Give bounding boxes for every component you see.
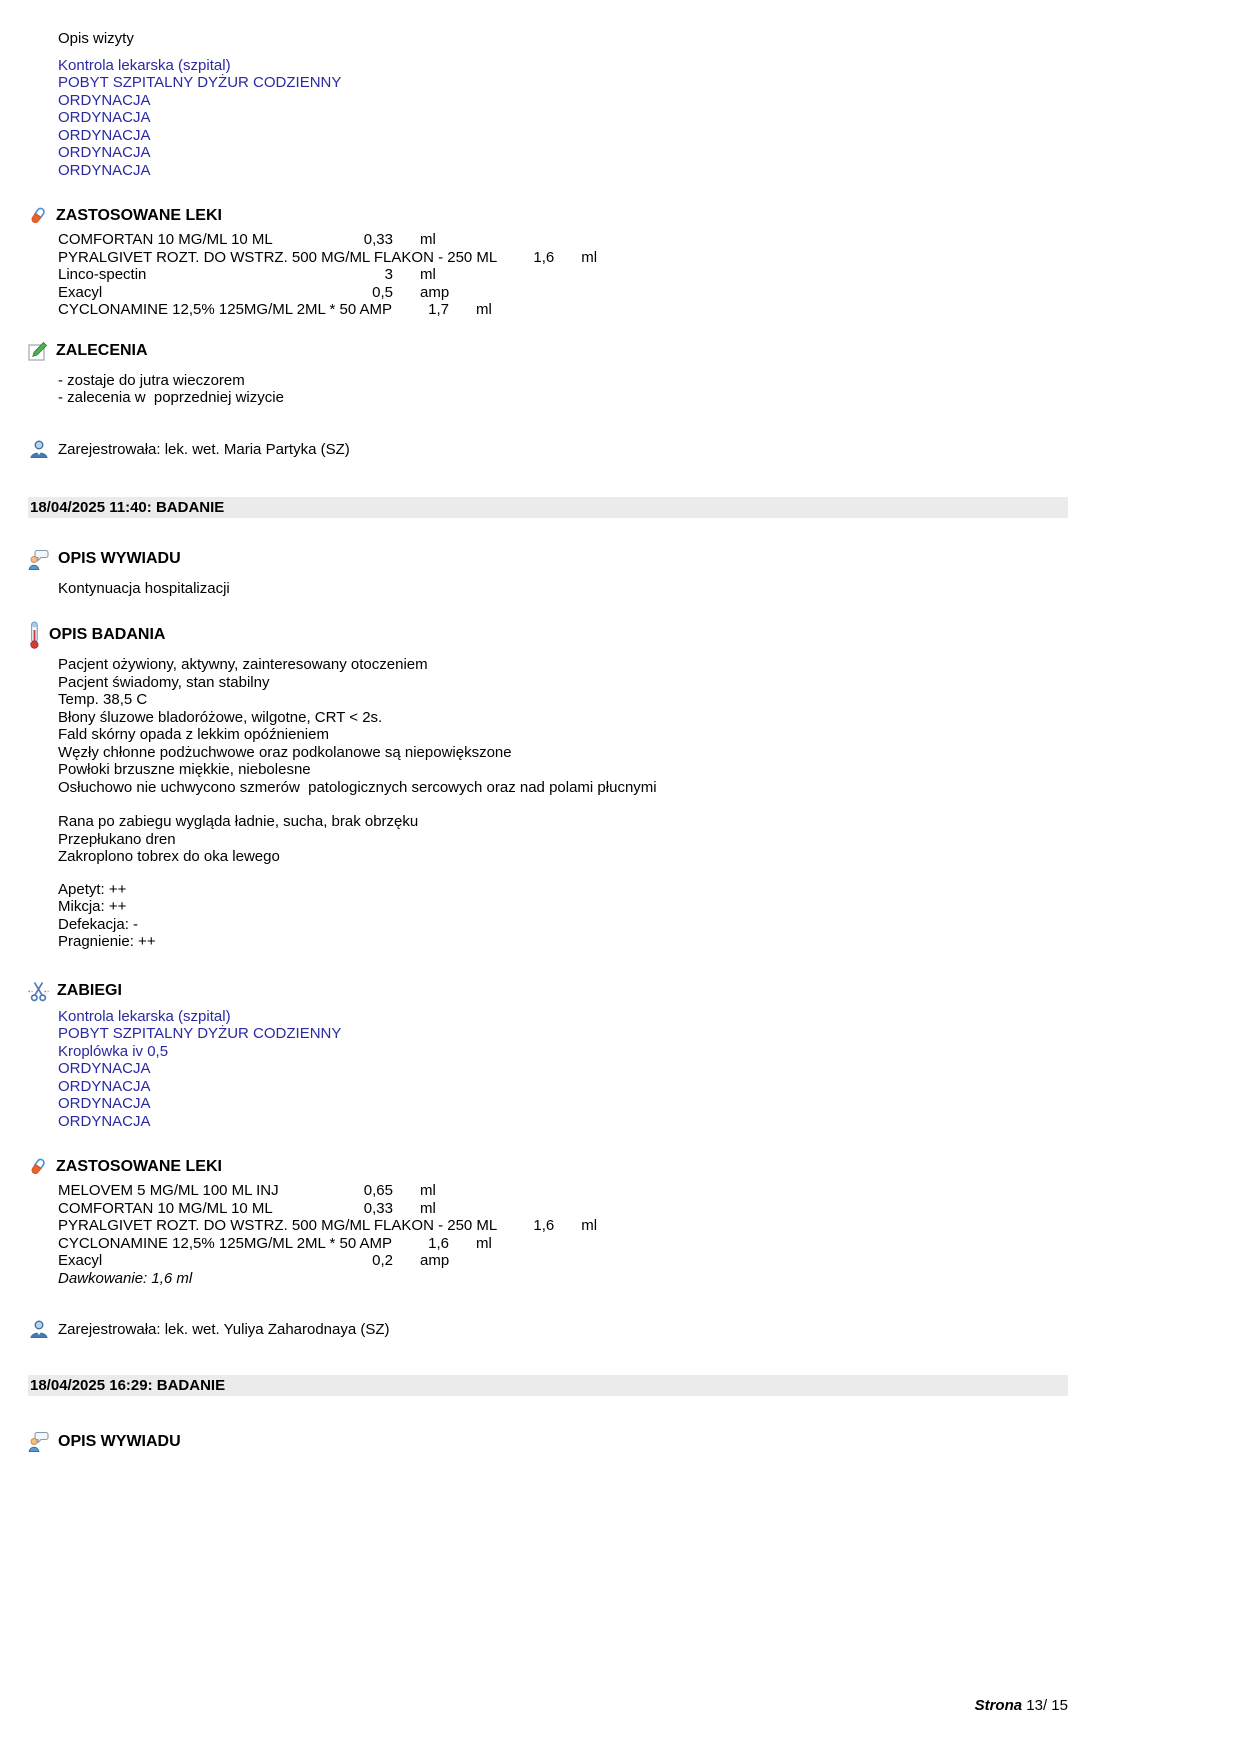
procedure-link[interactable]: ORDYNACJA — [58, 109, 151, 126]
drug-qty: 1,6 — [533, 1217, 555, 1234]
zastosowane-leki-section-2 — [28, 1156, 1068, 1177]
zalecenia-line: - zostaje do jutra wieczorem — [58, 371, 245, 389]
drug-row — [58, 1217, 1068, 1235]
section-label: OPIS WYWIADU — [58, 550, 181, 568]
procedure-link[interactable]: ORDYNACJA — [58, 1112, 151, 1130]
opis-wywiadu-section-2 — [28, 1430, 1068, 1453]
drug-table-2 — [28, 1182, 1068, 1270]
zalecenia-section — [28, 341, 1068, 361]
drug-qty: 0,33 — [363, 1199, 393, 1217]
badanie-paragraph-3 — [28, 881, 1068, 951]
drug-unit: ml — [581, 248, 598, 266]
drug-name: COMFORTAN 10 MG/ML 10 ML — [58, 231, 273, 248]
badanie-line: Powłoki brzuszne miękkie, niebolesne — [58, 761, 311, 778]
drug-row — [58, 284, 1068, 302]
badanie-line: Pragnienie: ++ — [58, 933, 156, 950]
drug-qty: 0,33 — [363, 231, 393, 248]
registered-by-row-1 — [28, 439, 1068, 461]
badanie-line: Pacjent ożywiony, aktywny, zainteresowany otoczeniem — [58, 656, 428, 673]
drug-name: MELOVEM 5 MG/ML 100 ML INJ — [58, 1182, 279, 1199]
procedure-link[interactable]: POBYT SZPITALNY DYŻUR CODZIENNY — [58, 74, 342, 91]
drug-row — [58, 1182, 1068, 1200]
drug-qty: 0,5 — [372, 283, 393, 301]
note-pencil-icon — [28, 341, 48, 361]
drug-unit: ml — [420, 1182, 436, 1199]
drug-row — [58, 301, 1068, 319]
drug-row — [58, 231, 1068, 249]
zalecenia-list — [28, 372, 1068, 407]
procedure-link[interactable]: ORDYNACJA — [58, 126, 151, 144]
drug-name: COMFORTAN 10 MG/ML 10 ML — [58, 1199, 273, 1217]
footer-page-number: 13/ 15 — [1026, 1697, 1068, 1714]
drug-table-1 — [28, 231, 1068, 319]
entry-datebar-1629: 18/04/2025 16:29: BADANIE — [28, 1375, 1068, 1396]
opis-badania-section — [28, 621, 1068, 649]
drug-unit: amp — [420, 1252, 450, 1269]
registered-by-row-2 — [28, 1319, 1068, 1341]
badanie-line: Fald skórny opada z lekkim opóźnieniem — [58, 726, 329, 743]
drug-unit: ml — [476, 1234, 492, 1252]
scissors-icon — [28, 981, 49, 1002]
procedure-link[interactable]: ORDYNACJA — [58, 1060, 151, 1077]
procedure-link[interactable]: ORDYNACJA — [58, 91, 151, 109]
section-label: ZABIEGI — [57, 982, 122, 1000]
zabiegi-links — [28, 1008, 1068, 1131]
drug-qty: 0,65 — [363, 1182, 393, 1199]
footer-label: Strona — [974, 1697, 1023, 1714]
drug-name: PYRALGIVET ROZT. DO WSTRZ. 500 MG/ML FLAKON - 250 ML — [58, 1217, 498, 1234]
page-footer — [28, 1697, 1068, 1715]
procedure-link[interactable]: ORDYNACJA — [58, 1095, 151, 1112]
procedure-link[interactable]: Kontrola lekarska (szpital) — [58, 56, 231, 74]
badanie-paragraph-2 — [28, 813, 1068, 866]
drug-unit: ml — [581, 1217, 598, 1234]
badanie-line: Rana po zabiegu wygląda ładnie, sucha, brak obrzęku — [58, 813, 419, 830]
procedure-link[interactable]: ORDYNACJA — [58, 1077, 151, 1095]
badanie-line: Defekacja: - — [58, 915, 139, 933]
wywiad-text: Kontynuacja hospitalizacji — [58, 579, 230, 597]
doctor-icon — [28, 439, 50, 461]
drug-qty: 3 — [384, 266, 393, 283]
badanie-line: Pacjent świadomy, stan stabilny — [58, 673, 270, 691]
drug-unit: ml — [476, 301, 492, 318]
procedure-link[interactable]: ORDYNACJA — [58, 144, 151, 161]
badanie-line: Przepłukano dren — [58, 830, 176, 848]
badanie-line: Zakroplono tobrex do oka lewego — [58, 848, 280, 865]
procedure-link[interactable]: Kroplówka iv 0,5 — [58, 1042, 169, 1060]
zabiegi-section — [28, 981, 1068, 1002]
visit1-procedure-links — [28, 57, 1068, 180]
drug-unit: ml — [420, 1199, 436, 1217]
zalecenia-line: - zalecenia w poprzedniej wizycie — [58, 389, 284, 406]
entry-datebar-1140: 18/04/2025 11:40: BADANIE — [28, 497, 1068, 518]
page-title: Opis wizyty — [58, 30, 134, 47]
drug-name: Exacyl — [58, 283, 103, 301]
procedure-link[interactable]: POBYT SZPITALNY DYŻUR CODZIENNY — [58, 1025, 342, 1042]
drug-unit: amp — [420, 283, 450, 301]
drug-qty: 1,6 — [428, 1234, 450, 1252]
drug-row — [58, 249, 1068, 267]
section-label: ZASTOSOWANE LEKI — [56, 206, 222, 224]
badanie-paragraph-1 — [28, 656, 1068, 796]
drug-name: CYCLONAMINE 12,5% 125MG/ML 2ML * 50 AMP — [58, 1234, 393, 1252]
procedure-link[interactable]: ORDYNACJA — [58, 161, 151, 179]
drug-unit: ml — [420, 266, 436, 283]
drug-name: Exacyl — [58, 1252, 103, 1269]
badanie-line: Apetyt: ++ — [58, 880, 127, 898]
drug-row — [58, 1200, 1068, 1218]
drug-qty: 1,7 — [428, 301, 450, 318]
drug-row — [58, 1235, 1068, 1253]
person-speech-icon — [28, 548, 50, 571]
drug-row — [58, 266, 1068, 284]
drug-unit: ml — [420, 231, 436, 248]
pill-icon — [28, 1156, 48, 1177]
procedure-link[interactable]: Kontrola lekarska (szpital) — [58, 1007, 231, 1025]
zastosowane-leki-section-1 — [28, 205, 1068, 226]
thermometer-icon — [28, 621, 41, 649]
badanie-line: Osłuchowo nie uchwycono szmerów patologicznych sercowych oraz nad polami płucnymi — [58, 778, 657, 796]
badanie-line: Mikcja: ++ — [58, 898, 127, 915]
person-speech-icon — [28, 1430, 50, 1453]
registered-by-text: Zarejestrowała: lek. wet. Yuliya Zaharodnaya (SZ) — [58, 1321, 390, 1339]
drug-name: PYRALGIVET ROZT. DO WSTRZ. 500 MG/ML FLAKON - 250 ML — [58, 248, 498, 266]
badanie-line: Węzły chłonne podżuchwowe oraz podkolanowe są niepowiększone — [58, 743, 512, 761]
registered-by-text: Zarejestrowała: lek. wet. Maria Partyka (SZ) — [58, 440, 350, 458]
drug-qty: 1,6 — [533, 248, 555, 266]
section-label: OPIS WYWIADU — [58, 1432, 181, 1450]
drug-name: Linco-spectin — [58, 266, 147, 283]
pill-icon — [28, 205, 48, 226]
badanie-line: Temp. 38,5 C — [58, 691, 148, 708]
drug-qty: 0,2 — [372, 1252, 393, 1269]
drug-row — [58, 1252, 1068, 1270]
section-label: ZALECENIA — [56, 341, 148, 359]
section-label: ZASTOSOWANE LEKI — [56, 1157, 222, 1175]
dawkowanie-note: Dawkowanie: 1,6 ml — [58, 1269, 193, 1287]
opis-wywiadu-section-1 — [28, 548, 1068, 571]
drug-name: CYCLONAMINE 12,5% 125MG/ML 2ML * 50 AMP — [58, 301, 393, 318]
badanie-line: Błony śluzowe bladoróżowe, wilgotne, CRT < 2s. — [58, 708, 383, 726]
section-label: OPIS BADANIA — [49, 626, 166, 644]
doctor-icon — [28, 1319, 50, 1341]
